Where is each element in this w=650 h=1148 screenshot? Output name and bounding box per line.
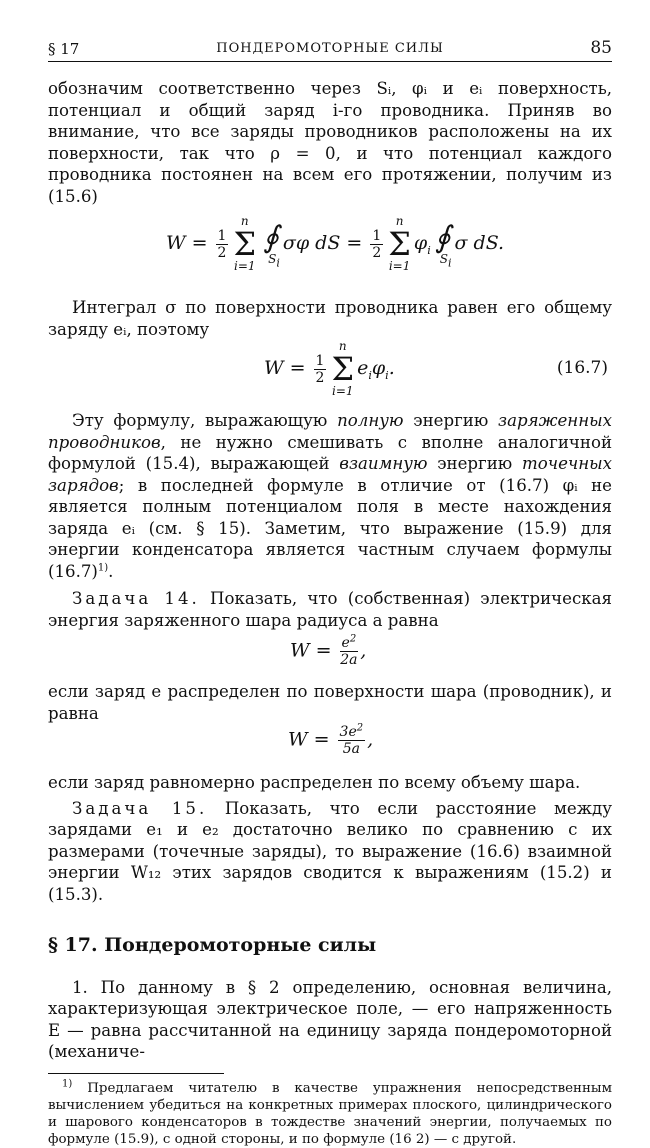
equation-4: W = $\frac{3e^2}{5a}$ , <box>288 722 374 757</box>
header-rule <box>48 61 612 62</box>
paragraph-6: 1. По данному в § 2 определению, основная величина, характеризующая электрическое поле, — его напряженность E — равна рассчитанной на единицу заряда пондеромоторной (механиче- <box>48 977 612 1061</box>
paragraph-2: Интеграл σ по поверхности проводника равен его общему заряду eᵢ, поэтому <box>48 298 612 339</box>
page-number: 85 <box>590 38 612 58</box>
running-header <box>48 36 612 60</box>
p3-text-end: . <box>108 561 114 581</box>
equation-1: W = $\frac{1}{2}$ n Σ i=1 ∮ $S_i$ σφ dS = $\frac{1}{2}$ n Σ i=1 $\varphi_i$ ∮ $S_i$ σ dS. <box>166 214 505 273</box>
page <box>48 36 612 1148</box>
p3-text-a: Эту формулу, выражающую <box>72 411 338 430</box>
task-15-label: Задача 15. <box>72 798 208 818</box>
equation-2: W = $\frac{1}{2}$ n Σ i=1 $e_i\varphi_i$. (16.7) <box>264 339 608 398</box>
footnote-mark: 1) <box>62 1078 73 1090</box>
header-section: § 17 <box>48 40 80 58</box>
body-text <box>48 78 612 1063</box>
task-15 <box>48 798 612 906</box>
p3-emphasis-3: взаимную <box>339 454 428 473</box>
footnote-text: Предлагаем читателю в качестве упражнения непосредственным вычислением убедиться на конкретных примерах плоского, цилиндрического и шарового конденсаторов в тождестве значений энергии, получаемых по формуле (15.9), с одной стороны, и по формуле (16 2) — с другой. <box>48 1080 612 1147</box>
p3-text-c: , не нужно смешивать с вполне аналогичной формулой (15.4), выражающей <box>48 432 612 473</box>
section-heading: § 17. Пондеромоторные силы <box>48 934 377 956</box>
equation-3: W = $\frac{e^2}{2a}$ , <box>290 633 367 668</box>
paragraph-1: обозначим соответственно через Sᵢ, φᵢ и eᵢ поверхность, потенциал и общий заряд i-го проводника. Приняв во внимание, что все заряды проводников расположены на их поверхности, так что ρ = 0, и что потенциал каждого проводника постоянен на всем его протяжении, получим из (15.6) <box>48 79 612 206</box>
p3-emphasis-1: полную <box>337 411 404 430</box>
task-15-text: Показать, что если расстояние между зарядами e₁ и e₂ достаточно велико по сравнению с их размерами (точечные заряды), то выражение (16.6) взаимной энергии W₁₂ этих зарядов сводится к выражениям (15.2) и (15.3). <box>48 798 612 904</box>
p3-text-b: энергию <box>403 411 499 430</box>
p3-emphasis-4: точечных зарядов <box>48 454 613 495</box>
footnote-rule <box>48 1073 224 1074</box>
footnote <box>48 1080 612 1148</box>
p3-text-e: ; в последней формуле в отличие от (16.7) φᵢ не является полным потенциалом поля в месте нахождения заряда eᵢ (см. § 15). Заметим, что выражение (15.9) для энергии конденсатора является частным случаем формулы (16.7) <box>48 475 612 581</box>
paragraph-5: если заряд равномерно распределен по всему объему шара. <box>48 773 581 792</box>
p3-text-d: энергию <box>427 454 523 473</box>
task-14 <box>48 588 612 631</box>
task-14-text: Показать, что (собственная) электрическая энергия заряженного шара радиуса a равна <box>48 589 612 630</box>
paragraph-4: если заряд e распределен по поверхности шара (проводник), и равна <box>48 682 612 723</box>
p3-emphasis-2: заряженных проводников <box>48 411 613 452</box>
header-title: ПОНДЕРОМОТОРНЫЕ СИЛЫ <box>216 41 444 56</box>
paragraph-3 <box>48 410 612 582</box>
equation-2-number: (16.7) <box>556 358 608 378</box>
footnote-marker[interactable]: 1) <box>97 561 109 573</box>
task-14-label: Задача 14. <box>72 589 200 608</box>
